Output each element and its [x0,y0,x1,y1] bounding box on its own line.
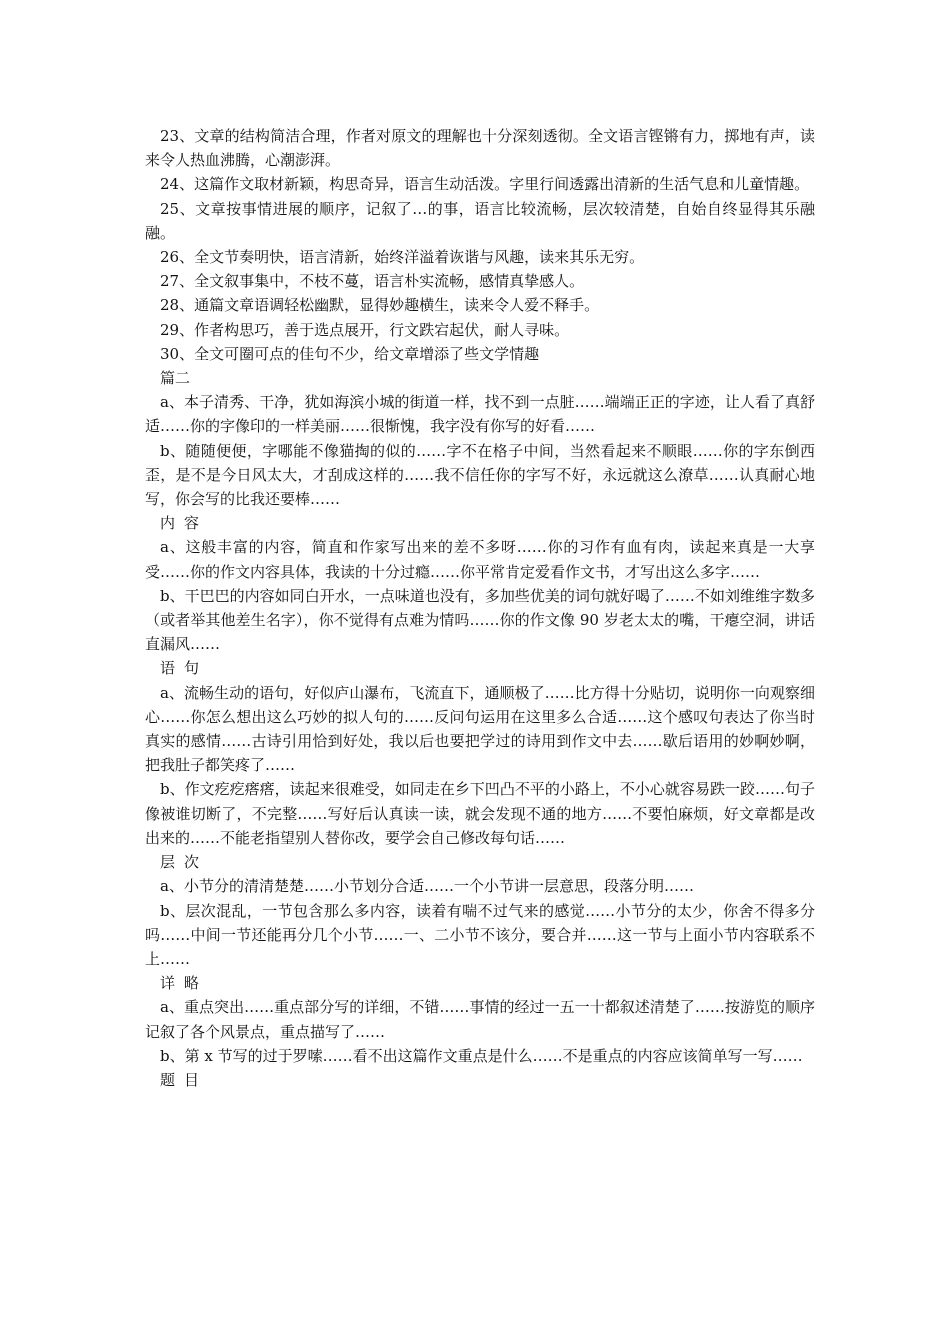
paragraph: 24、这篇作文取材新颖，构思奇异，语言生动活泼。字里行间透露出清新的生活气息和儿童情趣。 [160,175,810,194]
paragraph: a、流畅生动的语句，好似庐山瀑布，飞流直下，通顺极了……比方得十分贴切，说明你一向观察细心……你怎么想出这么巧妙的拟人句的……反问句运用在这里多么合适……这个感叹句表达了你当时真实的感情……古诗引用恰到好处，我以后也要把学过的诗用到作文中去……歇后语用的妙啊妙啊，把我肚子都笑疼了…… [145,683,815,775]
paragraph: 23、文章的结构简洁合理，作者对原文的理解也十分深刻透彻。全文语言铿锵有力，掷地有声，读来令人热血沸腾，心潮澎湃。 [145,127,815,170]
paragraph: a、重点突出……重点部分写的详细，不错……事情的经过一五一十都叙述清楚了……按游览的顺序记叙了各个风景点，重点描写了…… [145,998,815,1041]
section-heading: 层次 [160,853,209,872]
paragraph: 28、通篇文章语调轻松幽默，显得妙趣横生，读来令人爱不释手。 [160,296,600,315]
paragraph: 25、文章按事情进展的顺序，记叙了…的事，语言比较流畅，层次较清楚，自始自终显得其乐融融。 [145,199,815,242]
paragraph: b、随随便便，字哪能不像猫掏的似的……字不在格子中间，当然看起来不顺眼……你的字东倒西歪，是不是今日风太大，才刮成这样的……我不信任你的字写不好，永远就这么潦草……认真耐心地写，你会写的比我还要棒…… [145,441,815,509]
paragraph: 27、全文叙事集中，不枝不蔓，语言朴实流畅，感情真挚感人。 [160,272,585,291]
section-heading: 内容 [160,514,209,533]
paragraph: b、层次混乱，一节包含那么多内容，读着有喘不过气来的感觉……小节分的太少，你舍不得多分吗……中间一节还能再分几个小节……一、二小节不该分，要合并……这一节与上面小节内容联系不上…… [145,901,815,968]
paragraph: a、本子清秀、干净，犹如海滨小城的街道一样，找不到一点脏……端端正正的字迹，让人看了真舒适……你的字像印的一样美丽……很惭愧，我字没有你写的好看…… [145,393,815,436]
section-heading: 题目 [160,1070,209,1089]
paragraph: 30、全文可圈可点的佳句不少，给文章增添了些文学情趣 [160,344,540,363]
section-heading: 语句 [160,659,209,678]
paragraph: b、作文疙疙瘩瘩，读起来很难受，如同走在乡下凹凸不平的小路上，不小心就容易跌一跤……句子像被谁切断了，不完整……写好后认真读一读，就会发现不通的地方……不要怕麻烦，好文章都是改出来的……不能老指望别人替你改，要学会自己修改每句话…… [145,780,815,847]
paragraph: b、第 x 节写的过于罗嗦……看不出这篇作文重点是什么……不是重点的内容应该简单写一写…… [160,1046,803,1065]
section-heading: 篇二 [160,369,191,388]
paragraph: 26、全文节奏明快，语言清新，始终洋溢着诙谐与风趣，读来其乐无穷。 [160,248,645,267]
paragraph: a、小节分的清清楚楚……小节划分合适……一个小节讲一层意思，段落分明…… [160,877,694,896]
paragraph: a、这般丰富的内容，简直和作家写出来的差不多呀……你的习作有血有肉，读起来真是一大享受……你的作文内容具体，我读的十分过瘾……你平常肯定爱看作文书，才写出这么多字…… [145,538,815,581]
section-heading: 详略 [160,974,209,993]
paragraph: b、干巴巴的内容如同白开水，一点味道也没有，多加些优美的词句就好喝了……不如刘维维字数多（或者举其他差生名字），你不觉得有点难为情吗……你的作文像 90 岁老太太的嘴，干瘪空洞，讲话直漏风…… [145,586,815,654]
document-body [145,124,815,1092]
paragraph: 29、作者构思巧，善于选点展开，行文跌宕起伏，耐人寻味。 [160,320,570,339]
